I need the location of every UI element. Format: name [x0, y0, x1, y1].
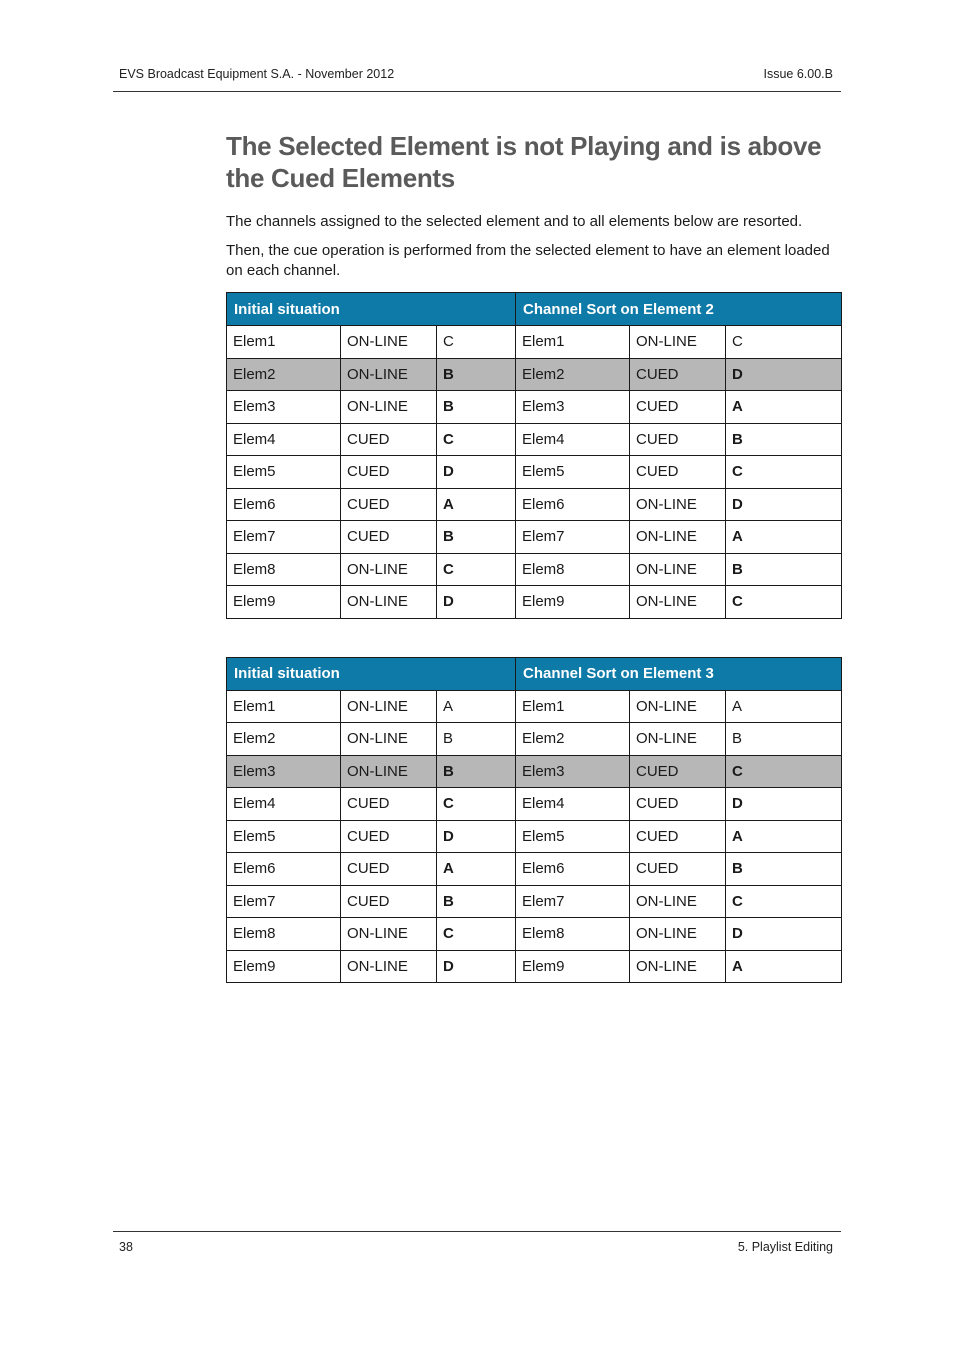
table-row: [227, 456, 842, 489]
elem-cell: Elem9: [516, 586, 630, 619]
elem-cell: Elem8: [516, 553, 630, 586]
status-cell: ON-LINE: [341, 553, 437, 586]
table-row: [227, 853, 842, 886]
channel-cell: C: [437, 423, 516, 456]
status-cell: ON-LINE: [341, 755, 437, 788]
elem-cell: Elem5: [227, 820, 341, 853]
elem-cell: Elem8: [516, 918, 630, 951]
channel-cell: A: [726, 690, 842, 723]
paragraph-1: The channels assigned to the selected element and to all elements below are resorted.: [226, 213, 803, 230]
elem-cell: Elem3: [516, 755, 630, 788]
status-cell: ON-LINE: [630, 521, 726, 554]
main-content: [226, 130, 842, 983]
status-cell: CUED: [630, 820, 726, 853]
elem-cell: Elem3: [227, 391, 341, 424]
status-cell: CUED: [341, 788, 437, 821]
status-cell: CUED: [341, 521, 437, 554]
status-cell: ON-LINE: [630, 950, 726, 983]
channel-cell: A: [437, 690, 516, 723]
status-cell: ON-LINE: [341, 391, 437, 424]
status-cell: ON-LINE: [630, 586, 726, 619]
channel-cell: C: [437, 553, 516, 586]
elem-cell: Elem6: [227, 853, 341, 886]
channel-cell: A: [726, 950, 842, 983]
channel-cell: D: [726, 918, 842, 951]
elem-cell: Elem1: [516, 326, 630, 359]
table-row: [227, 586, 842, 619]
channel-cell: B: [437, 391, 516, 424]
table-row: [227, 950, 842, 983]
header-issue: Issue 6.00.B: [763, 67, 833, 81]
table-row: [227, 788, 842, 821]
elem-cell: Elem7: [516, 521, 630, 554]
elem-cell: Elem4: [516, 788, 630, 821]
elem-cell: Elem6: [516, 488, 630, 521]
channel-cell: D: [726, 788, 842, 821]
table-row: [227, 820, 842, 853]
table-row-selected: [227, 358, 842, 391]
channel-cell: B: [437, 521, 516, 554]
status-cell: ON-LINE: [341, 586, 437, 619]
header-channel-sort: Channel Sort on Element 3: [516, 657, 842, 690]
page-header: [113, 66, 841, 92]
channel-cell: A: [726, 521, 842, 554]
channel-cell: D: [726, 358, 842, 391]
elem-cell: Elem4: [516, 423, 630, 456]
elem-cell: Elem6: [227, 488, 341, 521]
status-cell: CUED: [341, 488, 437, 521]
status-cell: CUED: [341, 885, 437, 918]
status-cell: CUED: [630, 358, 726, 391]
elem-cell: Elem9: [227, 586, 341, 619]
table-row: [227, 918, 842, 951]
elem-cell: Elem4: [227, 423, 341, 456]
channel-cell: A: [437, 853, 516, 886]
channel-cell: B: [726, 723, 842, 756]
elem-cell: Elem3: [516, 391, 630, 424]
page-number: 38: [119, 1240, 133, 1254]
elem-cell: Elem3: [227, 755, 341, 788]
elem-cell: Elem1: [227, 690, 341, 723]
status-cell: ON-LINE: [630, 326, 726, 359]
header-left-text: EVS Broadcast Equipment S.A. - November 2012: [119, 67, 395, 81]
channel-cell: C: [726, 755, 842, 788]
channel-cell: B: [437, 358, 516, 391]
table-row: [227, 391, 842, 424]
status-cell: ON-LINE: [630, 723, 726, 756]
channel-cell: B: [437, 885, 516, 918]
table-row: [227, 885, 842, 918]
status-cell: ON-LINE: [341, 950, 437, 983]
status-cell: ON-LINE: [630, 690, 726, 723]
elem-cell: Elem2: [227, 723, 341, 756]
elem-cell: Elem9: [516, 950, 630, 983]
channel-cell: B: [437, 755, 516, 788]
status-cell: CUED: [341, 853, 437, 886]
table-row: [227, 521, 842, 554]
table-row: [227, 423, 842, 456]
table-row: [227, 690, 842, 723]
footer-section: 5. Playlist Editing: [737, 1240, 833, 1254]
channel-cell: D: [437, 456, 516, 489]
status-cell: ON-LINE: [630, 918, 726, 951]
elem-cell: Elem6: [516, 853, 630, 886]
elem-cell: Elem1: [516, 690, 630, 723]
channel-cell: D: [437, 586, 516, 619]
channel-cell: C: [726, 885, 842, 918]
status-cell: ON-LINE: [341, 326, 437, 359]
elem-cell: Elem2: [516, 358, 630, 391]
header-initial-situation: Initial situation: [227, 657, 516, 690]
channel-cell: C: [726, 456, 842, 489]
elem-cell: Elem4: [227, 788, 341, 821]
channel-cell: A: [726, 391, 842, 424]
table-row: [227, 326, 842, 359]
channel-cell: A: [437, 488, 516, 521]
header-initial-situation: Initial situation: [227, 293, 516, 326]
elem-cell: Elem9: [227, 950, 341, 983]
status-cell: ON-LINE: [341, 723, 437, 756]
status-cell: CUED: [630, 391, 726, 424]
table-row: [227, 723, 842, 756]
channel-cell: B: [726, 423, 842, 456]
status-cell: ON-LINE: [341, 358, 437, 391]
elem-cell: Elem5: [516, 820, 630, 853]
status-cell: CUED: [630, 853, 726, 886]
channel-cell: D: [726, 488, 842, 521]
status-cell: CUED: [341, 423, 437, 456]
status-cell: CUED: [341, 456, 437, 489]
header-channel-sort: Channel Sort on Element 2: [516, 293, 842, 326]
elem-cell: Elem7: [516, 885, 630, 918]
elem-cell: Elem8: [227, 918, 341, 951]
channel-sort-table-2: [226, 657, 842, 984]
channel-cell: C: [437, 918, 516, 951]
section-title: The Selected Element is not Playing and is above the Cued Elements: [226, 131, 822, 193]
elem-cell: Elem2: [227, 358, 341, 391]
channel-cell: B: [437, 723, 516, 756]
table-row-selected: [227, 755, 842, 788]
elem-cell: Elem2: [516, 723, 630, 756]
status-cell: ON-LINE: [630, 553, 726, 586]
channel-cell: C: [726, 586, 842, 619]
elem-cell: Elem1: [227, 326, 341, 359]
table-header-row: [227, 293, 842, 326]
channel-cell: D: [437, 950, 516, 983]
channel-cell: C: [437, 326, 516, 359]
status-cell: ON-LINE: [341, 690, 437, 723]
elem-cell: Elem7: [227, 885, 341, 918]
paragraph-2: Then, the cue operation is performed from the selected element to have an element loaded on each channel.: [226, 242, 830, 279]
status-cell: CUED: [630, 788, 726, 821]
status-cell: CUED: [630, 755, 726, 788]
status-cell: CUED: [341, 820, 437, 853]
elem-cell: Elem7: [227, 521, 341, 554]
table-row: [227, 553, 842, 586]
status-cell: ON-LINE: [630, 488, 726, 521]
status-cell: ON-LINE: [341, 918, 437, 951]
elem-cell: Elem5: [227, 456, 341, 489]
channel-sort-table-1: [226, 292, 842, 619]
channel-cell: D: [437, 820, 516, 853]
elem-cell: Elem5: [516, 456, 630, 489]
table-row: [227, 488, 842, 521]
status-cell: CUED: [630, 423, 726, 456]
table-header-row: [227, 657, 842, 690]
channel-cell: B: [726, 853, 842, 886]
page-footer: [113, 1231, 841, 1256]
status-cell: ON-LINE: [630, 885, 726, 918]
channel-cell: C: [437, 788, 516, 821]
channel-cell: A: [726, 820, 842, 853]
channel-cell: B: [726, 553, 842, 586]
channel-cell: C: [726, 326, 842, 359]
elem-cell: Elem8: [227, 553, 341, 586]
status-cell: CUED: [630, 456, 726, 489]
